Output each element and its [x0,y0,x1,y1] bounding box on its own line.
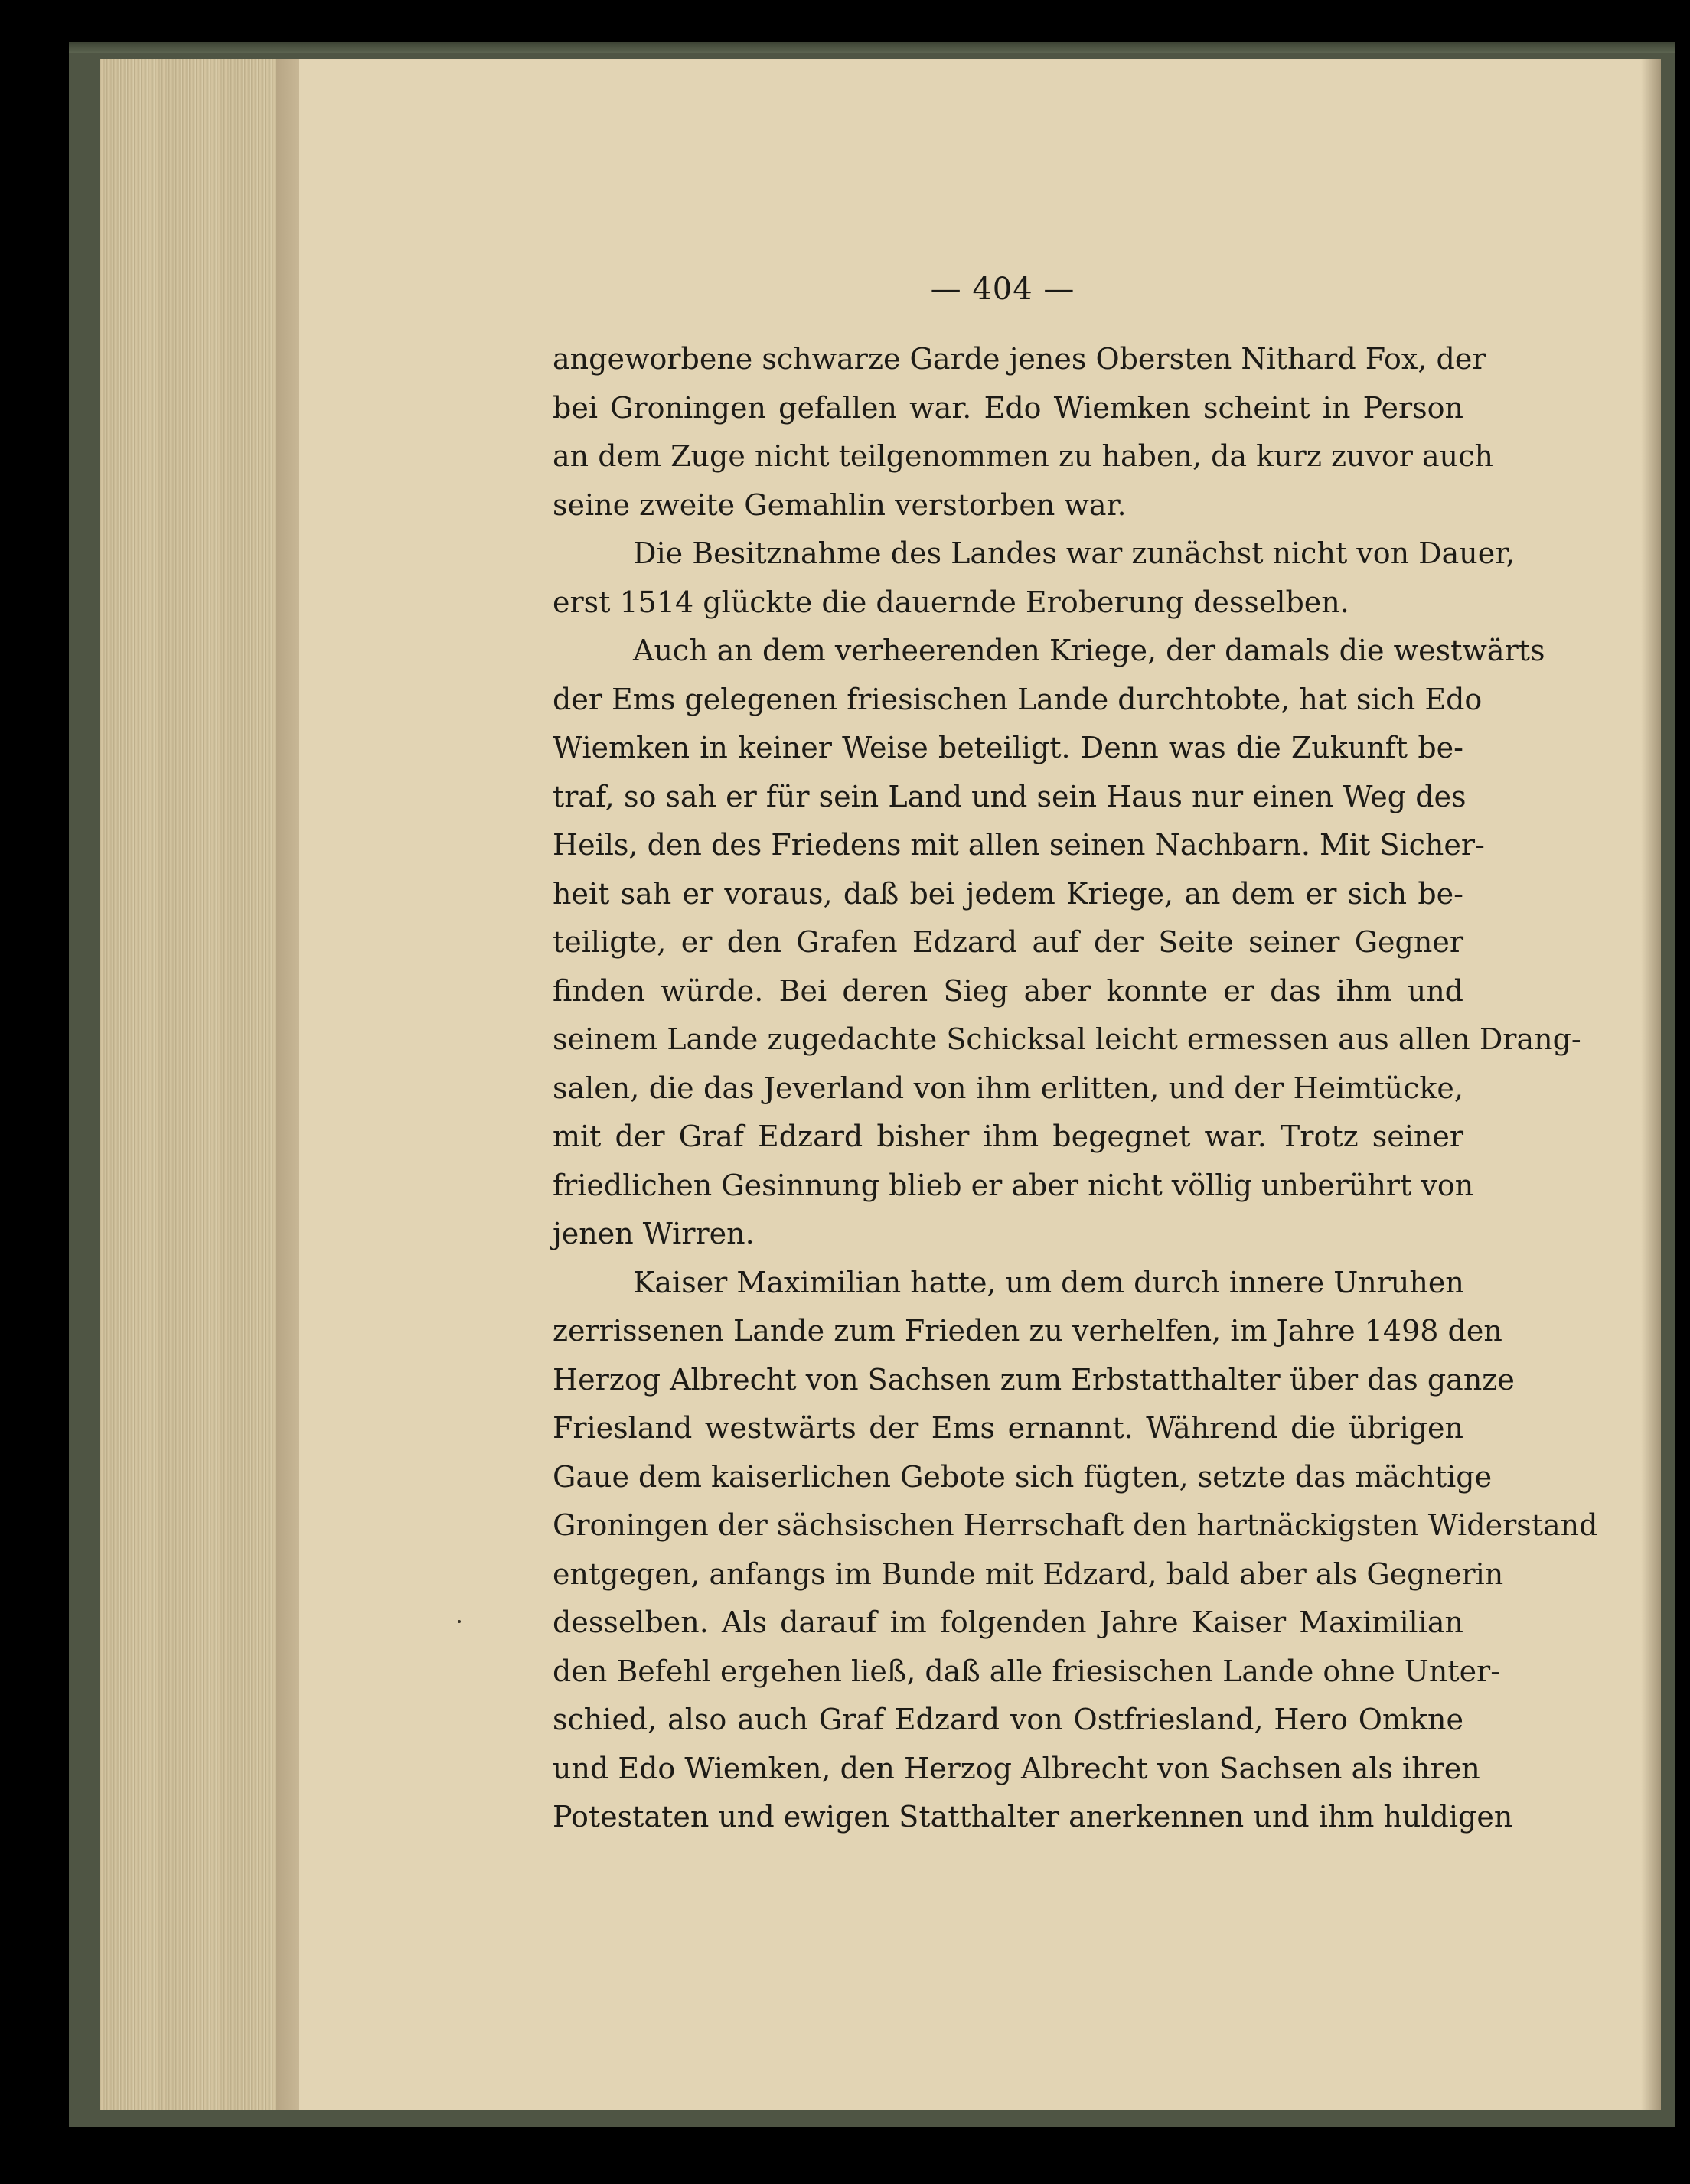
text-line: Wiemken in keiner Weise beteiligt. Denn was die Zukunft be- [553,731,1463,764]
ink-speck [458,1620,461,1623]
text-line: bei Groningen gefallen war. Edo Wiemken scheint in Person [553,390,1463,425]
text-line: an dem Zuge nicht teilgenommen zu haben, da kurz zuvor auch [553,439,1493,473]
text-line: finden würde. Bei deren Sieg aber konnte er das ihm und [553,973,1463,1008]
text-line: jenen Wirren. [553,1217,755,1250]
text-line: der Ems gelegenen friesischen Lande durchtobte, hat sich Edo [553,682,1483,716]
text-line: angeworbene schwarze Garde jenes Obersten Nithard Fox, der [553,342,1486,376]
text-line: mit der Graf Edzard bisher ihm begegnet war. Trotz seiner [553,1120,1463,1153]
book-cover-edge [69,42,1675,53]
text-line: erst 1514 glückte die dauernde Eroberung desselben. [553,585,1349,619]
text-line: friedlichen Gesinnung blieb er aber nicht völlig unberührt von [553,1168,1474,1202]
text-line: Friesland westwärts der Ems ernannt. Während die übrigen [553,1411,1463,1445]
page-edges [100,59,276,2110]
text-line: Heils, den des Friedens mit allen seinen Nachbarn. Mit Sicher- [553,828,1485,862]
text-line: salen, die das Jeverland von ihm erlitten, und der Heimtücke, [553,1071,1463,1105]
text-line: den Befehl ergehen ließ, daß alle friesischen Lande ohne Unter- [553,1654,1501,1688]
text-line: Gaue dem kaiserlichen Gebote sich fügten, setzte das mächtige [553,1459,1493,1494]
text-line: entgegen, anfangs im Bunde mit Edzard, bald aber als Gegnerin [553,1557,1504,1591]
text-line: desselben. Als darauf im folgenden Jahre Kaiser Maximilian [553,1605,1463,1639]
text-line: heit sah er voraus, daß bei jedem Kriege, an dem er sich be- [553,876,1463,911]
text-line: Groningen der sächsischen Herrschaft den hartnäckigsten Widerstand [553,1508,1598,1542]
text-line: traf, so sah er für sein Land und sein Haus nur einen Weg des [553,779,1467,813]
text-line: zerrissenen Lande zum Frieden zu verhelfen, im Jahre 1498 den [553,1314,1502,1348]
text-line: Herzog Albrecht von Sachsen zum Erbstatthalter über das ganze [553,1362,1515,1397]
text-line: seinem Lande zugedachte Schicksal leicht ermessen aus allen Drang- [553,1022,1581,1056]
page-number: — 404 — [930,272,1075,307]
text-line: Auch an dem verheerenden Kriege, der damals die westwärts [633,634,1545,667]
page-gutter [1641,59,1661,2110]
text-line: Kaiser Maximilian hatte, um dem durch innere Unruhen [633,1265,1464,1299]
text-line: schied, also auch Graf Edzard von Ostfriesland, Hero Omkne [553,1703,1463,1736]
text-line: teiligte, er den Grafen Edzard auf der Seite seiner Gegner [553,925,1463,959]
body-text [553,335,1598,1842]
text-line: seine zweite Gemahlin verstorben war. [553,487,1127,522]
text-line: und Edo Wiemken, den Herzog Albrecht von Sachsen als ihren [553,1751,1480,1785]
text-line: Die Besitznahme des Landes war zunächst nicht von Dauer, [633,536,1515,570]
text-line: Potestaten und ewigen Statthalter anerkennen und ihm huldigen [553,1800,1513,1834]
